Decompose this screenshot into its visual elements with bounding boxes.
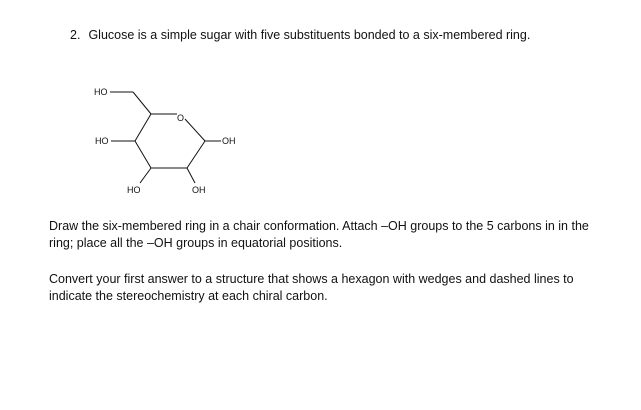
instruction-paragraph-chair: Draw the six-membered ring in a chair conformation. Attach –OH groups to the 5 carbons in in the ring; place all the –OH groups in equatorial positions. bbox=[49, 219, 589, 250]
question-text: Glucose is a simple sugar with five substituents bonded to a six-membered ring. bbox=[88, 28, 531, 42]
bond-c4-c5 bbox=[135, 114, 151, 141]
bond-c1-c2 bbox=[187, 141, 205, 168]
bond-ch2-c5 bbox=[133, 92, 151, 114]
label-ho-bottom: HO bbox=[127, 185, 141, 195]
bond-c3-c4 bbox=[135, 141, 151, 168]
label-ho-left: HO bbox=[95, 136, 109, 146]
label-oh-right: OH bbox=[222, 136, 236, 146]
bond-o-c1 bbox=[185, 119, 205, 141]
glucose-bonds bbox=[110, 92, 221, 183]
bond-c2-oh bbox=[187, 168, 195, 183]
label-ho-top: HO bbox=[94, 87, 108, 97]
question-number: 2. bbox=[70, 28, 81, 42]
label-ring-oxygen: O bbox=[177, 113, 185, 123]
instruction-paragraph-hexagon: Convert your first answer to a structure that shows a hexagon with wedges and dashed lines to indicate the stereochemistry at each chiral carbon. bbox=[49, 272, 574, 303]
bond-c3-oh bbox=[140, 168, 151, 183]
label-oh-bottom: OH bbox=[192, 185, 206, 195]
